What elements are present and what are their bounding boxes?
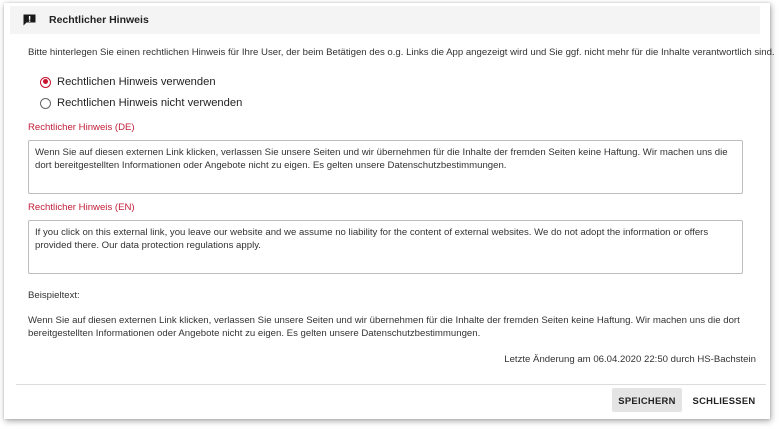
intro-text: Bitte hinterlegen Sie einen rechtlichen Hinweis für Ihre User, der beim Betätigen des o.g. Links die App angezeigt wird und Sie ggf. nicht mehr für die Inhalte verantwortlich sind. [28, 47, 775, 58]
close-button[interactable]: SCHLIESSEN [692, 394, 756, 406]
save-button[interactable]: SPEICHERN [612, 388, 682, 412]
footer-divider [16, 384, 766, 385]
legal-notice-en-textarea[interactable] [28, 220, 743, 274]
legal-notice-dialog [4, 3, 775, 419]
radio-label: Rechtlichen Hinweis verwenden [57, 76, 216, 88]
feedback-exclamation-icon [23, 13, 36, 25]
radio-checked-icon[interactable] [40, 77, 51, 88]
radio-not-use-legal-notice[interactable] [40, 97, 242, 109]
sample-text: Wenn Sie auf diesen externen Link klicken, verlassen Sie unsere Seiten und wir übernehmen für die Inhalte der fremden Seiten keine Haftung. Wir machen uns die dort bereitgestellten Informationen oder Angebote nicht zu eigen. Es gelten unsere Datenschutzbestimmungen. [28, 315, 740, 340]
radio-use-legal-notice[interactable] [40, 76, 216, 88]
field-label-de: Rechtlicher Hinweis (DE) [28, 122, 135, 133]
sample-label: Beispieltext: [28, 290, 80, 301]
field-label-en: Rechtlicher Hinweis (EN) [28, 202, 135, 213]
radio-label: Rechtlichen Hinweis nicht verwenden [57, 97, 243, 109]
dialog-title: Rechtlicher Hinweis [49, 14, 149, 26]
dialog-header [10, 6, 760, 34]
radio-unchecked-icon[interactable] [40, 98, 51, 109]
legal-notice-de-textarea[interactable] [28, 140, 743, 194]
last-change-info: Letzte Änderung am 06.04.2020 22:50 durch HS-Bachstein [504, 354, 756, 365]
